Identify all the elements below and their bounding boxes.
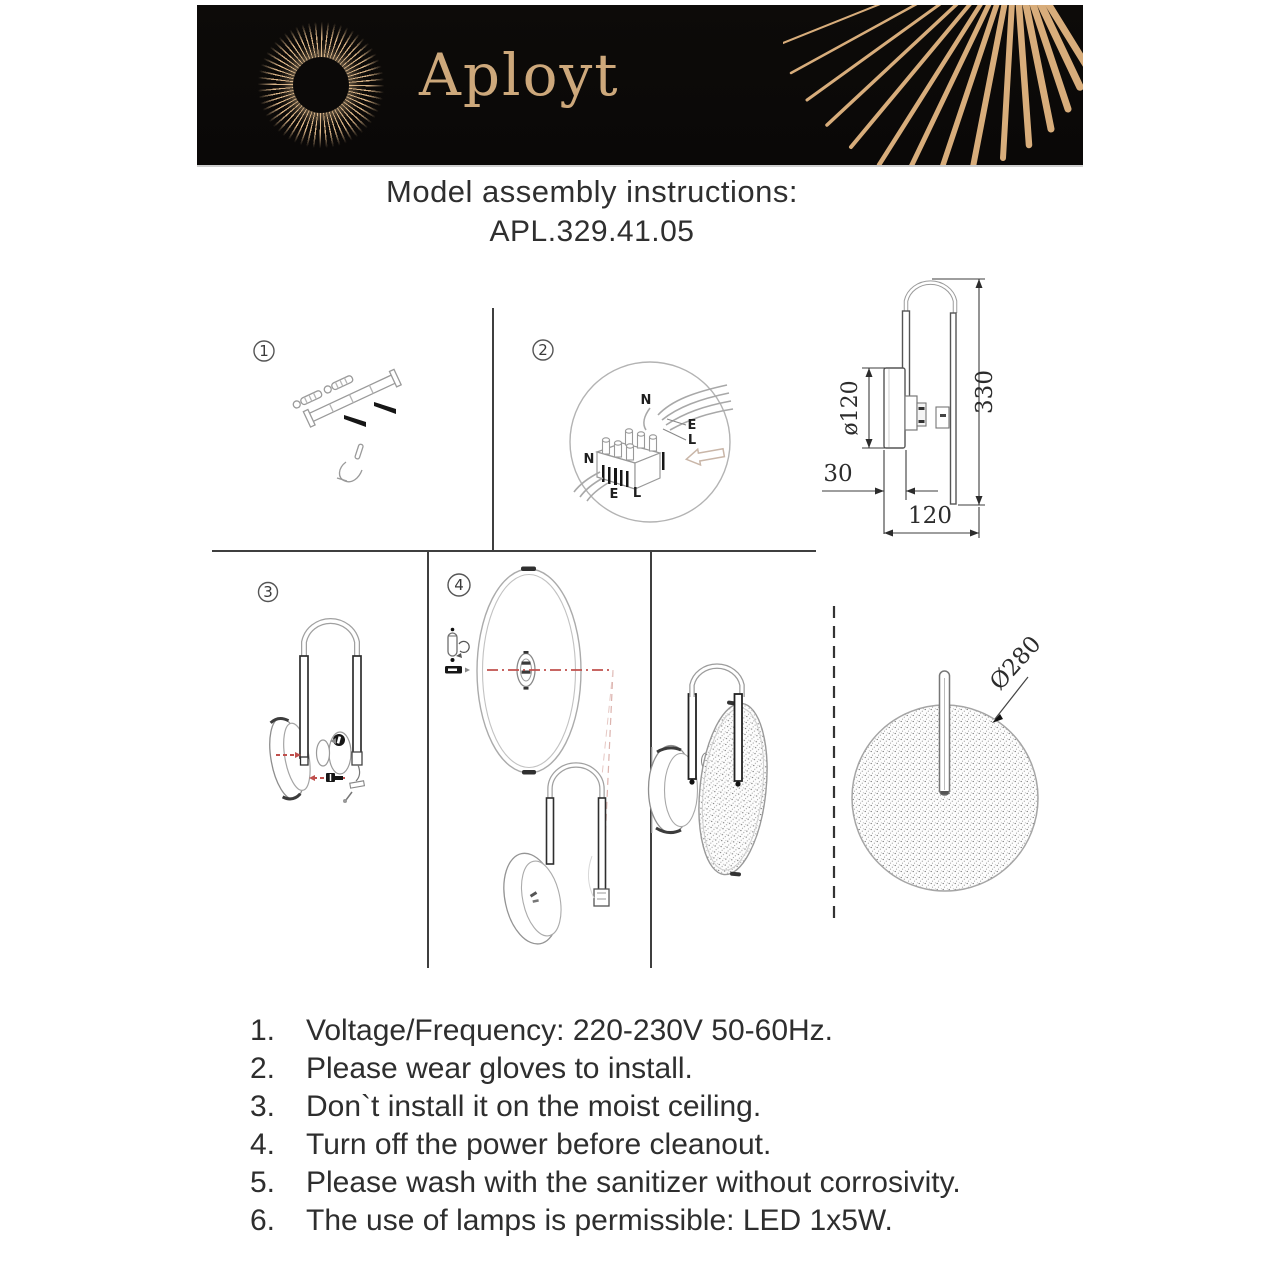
model-number: APL.329.41.05 [489,215,695,248]
instruction-item [250,1128,1080,1166]
instruction-text: The use of lamps is permissible: LED 1x5W. [306,1204,893,1237]
instruction-item [250,1090,1080,1128]
instruction-list [250,1014,1080,1242]
instruction-number: 1. [250,1014,276,1047]
dimension-width: 120 [908,503,952,529]
direction-arrow-icon [685,445,725,467]
dimension-base-diameter: ø120 [838,380,863,436]
wire-label-e-bottom: E [609,487,619,502]
ray-fan-decoration-icon [783,5,1083,165]
instruction-text: Please wear gloves to install. [306,1052,693,1085]
title-block [192,174,992,249]
wire-label-l-top: L [687,433,697,448]
instruction-number: 6. [250,1204,276,1237]
instruction-number: 5. [250,1166,276,1199]
wire-label-n-bottom: N [583,452,595,467]
step1-number: 1 [259,342,269,360]
wire-label-e-top: E [687,418,697,433]
step2-wiring-drawing [570,362,733,522]
wire-label-n-top: N [640,393,652,408]
assembly-diagram [190,265,1090,980]
instruction-item [250,1052,1080,1090]
brand-name: Aployt [419,41,620,109]
instruction-number: 4. [250,1128,276,1161]
brand-banner [197,5,1083,167]
step3-number: 3 [263,583,273,601]
step2-number: 2 [538,341,548,359]
instruction-text: Don`t install it on the moist ceiling. [306,1090,762,1123]
step4-disc-drawing [445,567,613,950]
wire-label-l-bottom: L [632,486,642,501]
step3-mounting-drawing [264,621,364,803]
instruction-item [250,1166,1080,1204]
side-view-dimension-drawing [822,279,998,538]
front-view-drawing [852,631,1046,891]
sunburst-logo-icon [257,21,385,149]
instruction-text: Voltage/Frequency: 220-230V 50-60Hz. [306,1014,834,1047]
instruction-item [250,1014,1080,1052]
step4-number: 4 [454,576,464,594]
page-title: Model assembly instructions: [386,174,798,209]
step-badges [254,340,553,602]
instruction-number: 2. [250,1052,276,1085]
dimension-depth: 30 [823,461,853,487]
instruction-text: Please wash with the sanitizer without corrosivity. [306,1166,961,1199]
dimension-height: 330 [972,370,998,414]
instruction-item [250,1204,1080,1242]
instruction-text: Turn off the power before cleanout. [306,1128,772,1161]
step1-bracket-drawing [292,369,401,481]
dimension-disc-diameter: Ø280 [985,631,1047,696]
instruction-number: 3. [250,1090,276,1123]
assembled-lamp-drawing [649,666,775,878]
